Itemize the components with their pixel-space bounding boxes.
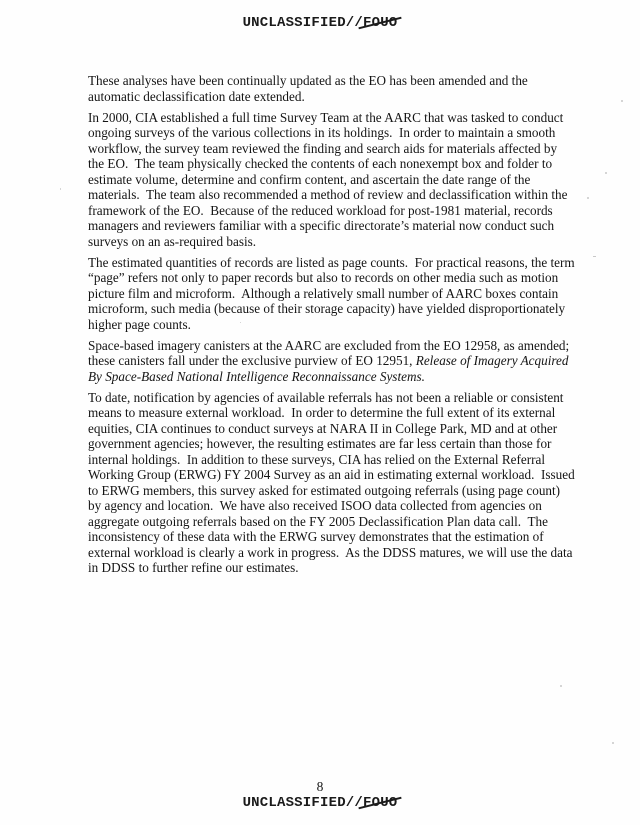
paragraph-text: In 2000, CIA established a full time Survey Team at the AARC that was tasked to conduct ongoing surveys of the various collections in its holdings. In order to maintain a smooth workflow, the survey team reviewed the finding and search aids for materials affected by the EO. The team physically checked the contents of each nonexempt box and folder to estimate volume, determine and confirm content, and ascertain the date range of the materials. The team also recommended a method of review and declassification within the framework of the EO. Because of the reduced workload for post-1981 material, records managers and reviewers familiar with a specific directorate’s material now conduct such surveys on an as-required basis. (88, 109, 571, 249)
paragraph-page-counts (88, 255, 576, 333)
page-number: 8 (316, 779, 324, 794)
scan-speck (605, 172, 607, 174)
paragraph-survey-team (88, 110, 576, 250)
scan-speck (612, 742, 614, 744)
paragraph-external-workload (88, 390, 576, 576)
scan-speck (621, 100, 623, 102)
scan-speck (240, 322, 241, 323)
classification-header (0, 15, 640, 31)
scan-speck (587, 197, 589, 199)
paragraph-text: These analyses have been continually updated as the EO has been amended and the automatic declassification date extended. (88, 73, 532, 104)
document-body (88, 73, 576, 581)
classification-footer-fouo-strikethrough: FOUO (363, 795, 398, 811)
paragraph-text: The estimated quantities of records are listed as page counts. For practical reasons, the term “page” refers not only to paper records but also to records on other media such as motion picture film and microform. Although a relatively small number of AARC boxes contain microform, such media (because of their storage capacity) have yielded disproportionately higher page counts. (88, 254, 578, 332)
classification-footer-prefix: UNCLASSIFIED// (242, 795, 363, 811)
scan-speck (560, 685, 562, 687)
paragraph-imagery-canisters (88, 338, 576, 385)
eo-12951-title-italic: Release of Imagery Acquired By Space-Based National Intelligence Reconnaissance Systems. (88, 353, 572, 384)
classification-header-prefix: UNCLASSIFIED// (242, 15, 363, 31)
scan-speck (60, 188, 61, 190)
paragraph-text: To date, notification by agencies of available referrals has not been a reliable or consistent means to measure external workload. In order to determine the full extent of its external equities, CIA continues to conduct surveys at NARA II in College Park, MD and at other government agencies; however, the resulting estimates are far less certain than those for internal holdings. In addition to these surveys, CIA has relied on the External Referral Working Group (ERWG) FY 2004 Survey as an aid in estimating external workload. Issued to ERWG members, this survey asked for estimated outgoing referrals (using page count) by agency and location. We have also received ISOO data collected from agencies on aggregate outgoing referrals based on the FY 2005 Declassification Plan data call. The inconsistency of these data with the ERWG survey demonstrates that the estimation of external workload is clearly a work in progress. As the DDSS matures, we will use the data in DDSS to further refine our estimates. (88, 389, 578, 575)
paragraph-text: Space-based imagery canisters at the AARC are excluded from the EO 12958, as amended; these canisters fall under the exclusive purview of EO 12951, (88, 337, 573, 368)
classification-footer (0, 795, 640, 811)
classification-header-fouo-strikethrough: FOUO (363, 15, 398, 31)
scan-speck (593, 256, 596, 257)
paragraph-analyses-updated (88, 73, 576, 104)
